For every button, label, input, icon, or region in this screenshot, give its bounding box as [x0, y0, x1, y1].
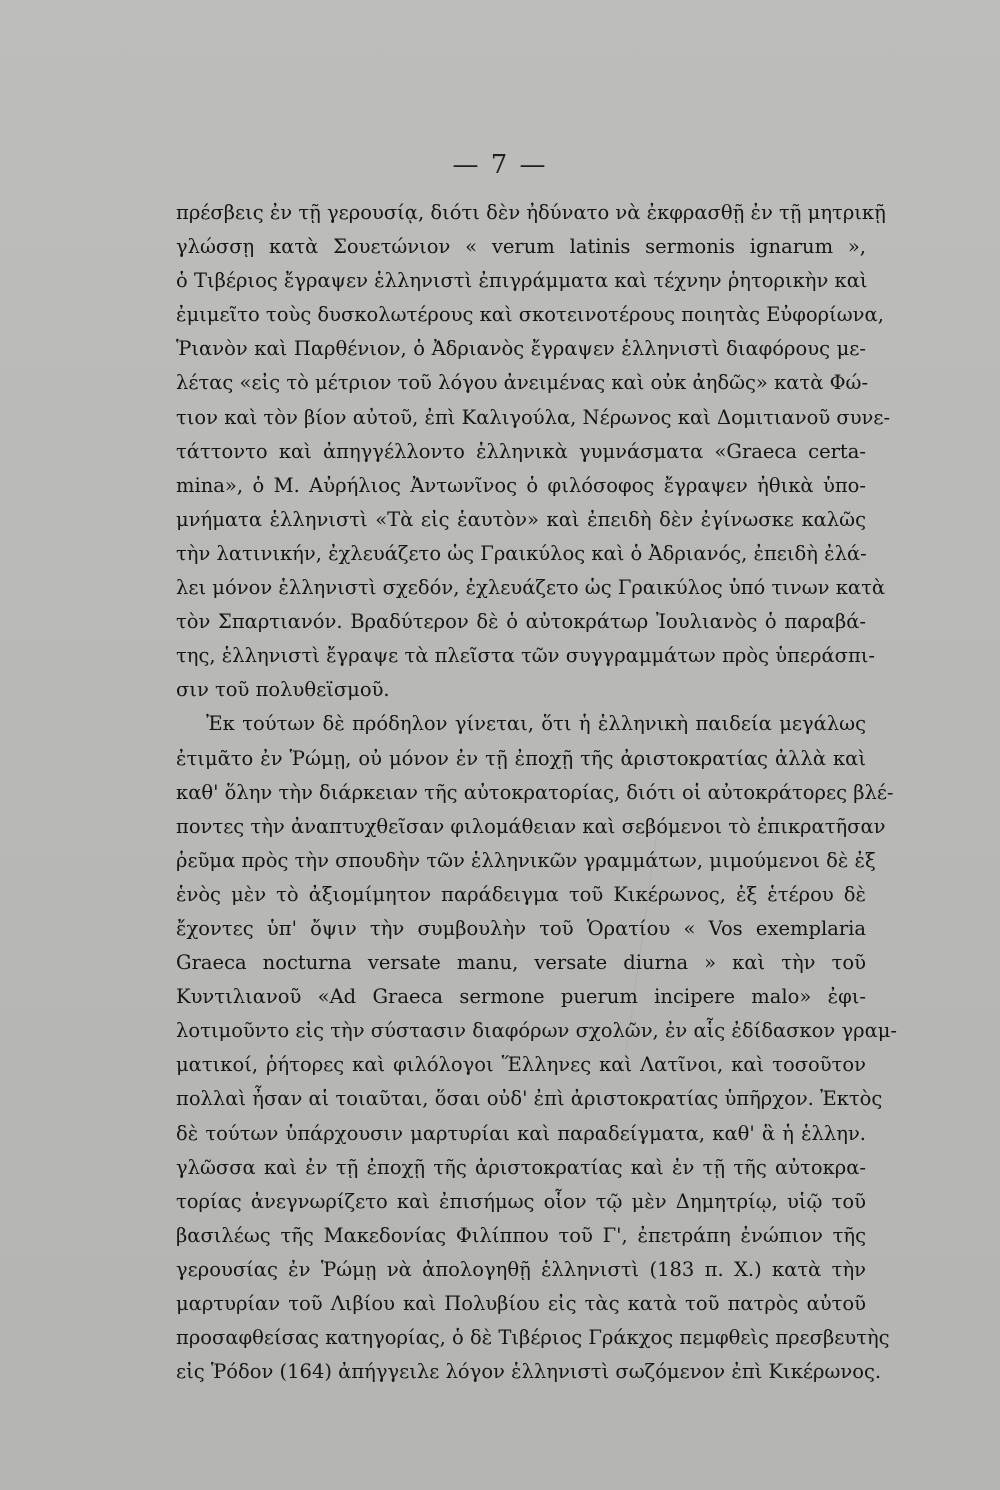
text-line: τιον καὶ τὸν βίον αὐτοῦ, ἐπὶ Καλιγούλα, Νέρωνος καὶ Δομιτιανοῦ συνε-	[176, 405, 891, 429]
text-line: ματικοί, ῥήτορες καὶ φιλόλογοι Ἕλληνες καὶ Λατῖνοι, καὶ τοσοῦτον	[176, 1053, 866, 1077]
page-number: — 7 —	[452, 150, 548, 180]
text-line: τὸν Σπαρτιανόν. Βραδύτερον δὲ ὁ αὐτοκράτωρ Ἰουλιανὸς ὁ παραβά-	[176, 610, 866, 634]
text-line: ἔχοντες ὑπ' ὄψιν τὴν συμβουλὴν τοῦ Ὁρατίου « Vos exemplaria	[176, 916, 866, 940]
text-line: λει μόνον ἑλληνιστὶ σχεδόν, ἐχλευάζετο ὡς Γραικύλος ὑπό τινων κατὰ	[176, 576, 886, 600]
text-line: πρέσβεις ἐν τῇ γερουσίᾳ, διότι δὲν ἠδύνατο νὰ ἐκφρασθῇ ἐν τῇ μητρικῇ	[176, 201, 886, 224]
text-line: ὁ Τιβέριος ἔγραψεν ἑλληνιστὶ ἐπιγράμματα καὶ τέχνην ῥητορικὴν καὶ	[176, 269, 868, 293]
text-line: ῥεῦμα πρὸς τὴν σπουδὴν τῶν ἑλληνικῶν γραμμάτων, μιμούμενοι δὲ ἐξ	[176, 848, 876, 872]
text-line: μαρτυρίαν τοῦ Λιβίου καὶ Πολυβίου εἰς τὰς κατὰ τοῦ πατρὸς αὐτοῦ	[176, 1292, 866, 1315]
paragraph-end-line: σιν τοῦ πολυθεϊσμοῦ.	[176, 678, 390, 702]
text-line: τὴν λατινικήν, ἐχλευάζετο ὡς Γραικύλος καὶ ὁ Ἀδριανός, ἐπειδὴ ἐλά-	[176, 541, 867, 565]
text-line: Κυντιλιανοῦ «Ad Graeca sermone puerum incipere malo» ἐφι-	[176, 985, 866, 1009]
text-line: λοτιμοῦντο εἰς τὴν σύστασιν διαφόρων σχολῶν, ἐν αἷς ἐδίδασκον γραμ-	[176, 1019, 898, 1043]
text-line: γλώσσῃ κατὰ Σουετώνιον « verum latinis sermonis ignarum »,	[176, 235, 866, 259]
text-line: mina», ὁ Μ. Αὐρήλιος Ἀντωνῖνος ὁ φιλόσοφος ἔγραψεν ἠθικὰ ὑπο-	[176, 473, 866, 497]
text-line: λέτας «εἰς τὸ μέτριον τοῦ λόγου ἀνειμένας καὶ οὐκ ἀηδῶς» κατὰ Φώ-	[176, 371, 869, 395]
text-line: ποντες τὴν ἀναπτυχθεῖσαν φιλομάθειαν καὶ σεβόμενοι τὸ ἐπικρατῆσαν	[176, 814, 886, 838]
text-line: τορίας ἀνεγνωρίζετο καὶ ἐπισήμως οἷον τῷ μὲν Δημητρίῳ, υἱῷ τοῦ	[176, 1189, 866, 1213]
text-line: ἑνὸς μὲν τὸ ἀξιομίμητον παράδειγμα τοῦ Κικέρωνος, ἐξ ἑτέρου δὲ	[176, 882, 866, 906]
text-line: ἐτιμᾶτο ἐν Ῥώμῃ, οὐ μόνον ἐν τῇ ἐποχῇ τῆς ἀριστοκρατίας ἀλλὰ καὶ	[176, 746, 866, 770]
text-line: της, ἑλληνιστὶ ἔγραψε τὰ πλεῖστα τῶν συγγραμμάτων πρὸς ὑπεράσπι-	[176, 644, 875, 668]
paragraph-start-line: Ἐκ τούτων δὲ πρόδηλον γίνεται, ὅτι ἡ ἑλληνικὴ παιδεία μεγάλως	[206, 712, 866, 736]
text-line: Graeca nocturna versate manu, versate diurna » καὶ τὴν τοῦ	[176, 951, 866, 975]
text-line: δὲ τούτων ὑπάρχουσιν μαρτυρίαι καὶ παραδείγματα, καθ' ἃ ἡ ἑλλην.	[176, 1121, 866, 1145]
text-line: καθ' ὅλην τὴν διάρκειαν τῆς αὐτοκρατορίας, διότι οἱ αὐτοκράτορες βλέ-	[176, 780, 894, 804]
text-line: γερουσίας ἐν Ῥώμῃ νὰ ἀπολογηθῇ ἑλληνιστὶ (183 π. Χ.) κατὰ τὴν	[176, 1257, 866, 1281]
text-line: γλῶσσα καὶ ἐν τῇ ἐποχῇ τῆς ἀριστοκρατίας καὶ ἐν τῇ τῆς αὐτοκρα-	[176, 1155, 866, 1179]
text-line: τάττοντο καὶ ἀπηγγέλλοντο ἑλληνικὰ γυμνάσματα «Graeca certa-	[176, 439, 866, 463]
text-line: ἐμιμεῖτο τοὺς δυσκολωτέρους καὶ σκοτεινοτέρους ποιητὰς Εὐφορίωνα,	[176, 303, 884, 327]
body-text	[176, 196, 898, 1389]
text-line: προσαφθείσας κατηγορίας, ὁ δὲ Τιβέριος Γράκχος πεμφθεὶς πρεσβευτὴς	[176, 1326, 890, 1350]
paragraph-end-line: εἰς Ῥόδον (164) ἀπήγγειλε λόγον ἑλληνιστὶ σωζόμενον ἐπὶ Κικέρωνος.	[176, 1360, 882, 1384]
text-line: Ῥιανὸν καὶ Παρθένιον, ὁ Ἀδριανὸς ἔγραψεν ἑλληνιστὶ διαφόρους με-	[176, 337, 866, 361]
text-line: πολλαὶ ἦσαν αἱ τοιαῦται, ὅσαι οὐδ' ἐπὶ ἀριστοκρατίας ὑπῆρχον. Ἐκτὸς	[176, 1087, 883, 1111]
text-line: μνήματα ἑλληνιστὶ «Τὰ εἰς ἑαυτὸν» καὶ ἐπειδὴ δὲν ἐγίνωσκε καλῶς	[176, 507, 866, 531]
text-line: βασιλέως τῆς Μακεδονίας Φιλίππου τοῦ Γ', ἐπετράπη ἐνώπιον τῆς	[176, 1223, 866, 1247]
